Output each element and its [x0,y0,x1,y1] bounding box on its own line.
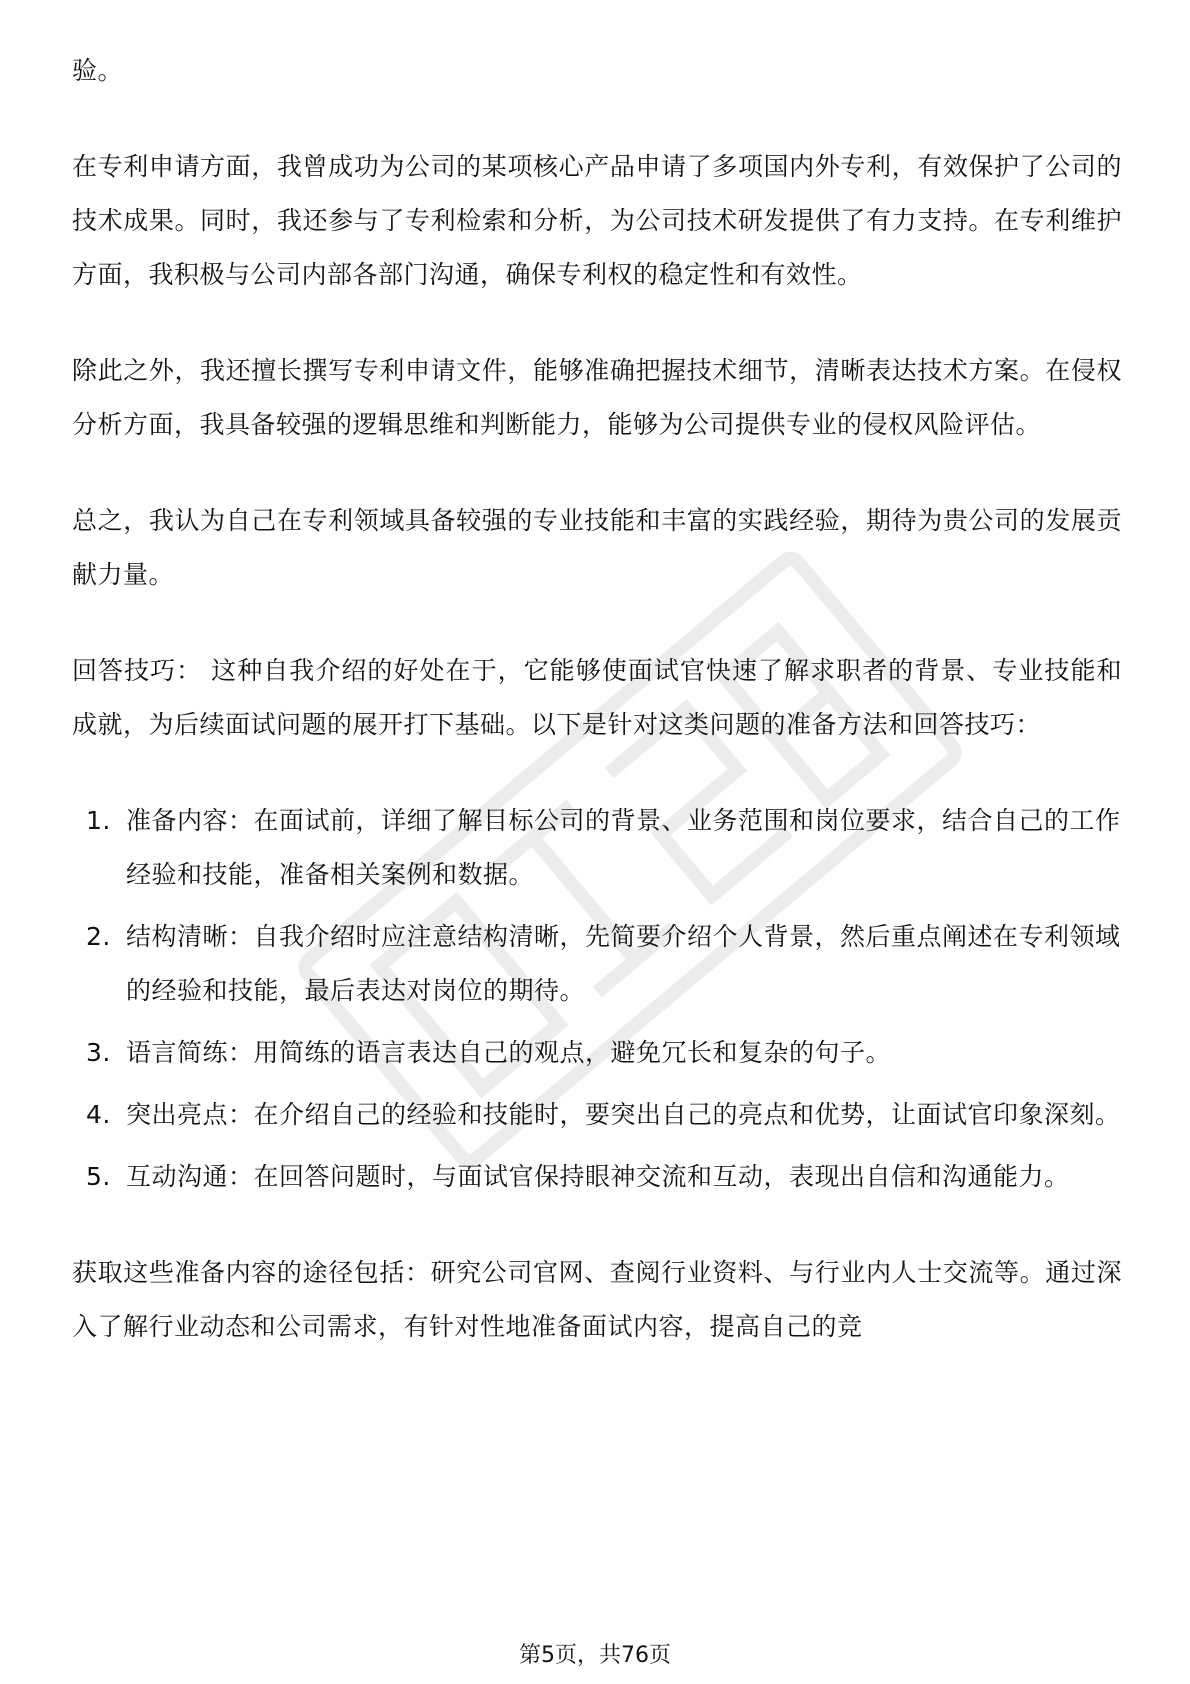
intro-fragment: 验。 [72,56,124,85]
list-item [72,794,1122,902]
list-item [72,1150,1122,1204]
list-item-number: 2. [86,922,111,951]
list-item-number: 3. [86,1038,111,1067]
list-item-number: 5. [86,1162,111,1191]
list-item-text: 准备内容：在面试前，详细了解目标公司的背景、业务范围和岗位要求，结合自己的工作经验和技能，准备相关案例和数据。 [126,806,1121,889]
tips-list [72,794,1122,1204]
paragraph-closing: 获取这些准备内容的途径包括：研究公司官网、查阅行业资料、与行业内人士交流等。通过深入了解行业动态和公司需求，有针对性地准备面试内容，提高自己的竞 [72,1258,1122,1341]
list-item-text: 互动沟通：在回答问题时，与面试官保持眼神交流和互动，表现出自信和沟通能力。 [126,1162,1070,1191]
page-number: 第5页，共76页 [519,1643,671,1668]
list-item-text: 突出亮点：在介绍自己的经验和技能时，要突出自己的亮点和优势，让面试官印象深刻。 [126,1100,1121,1129]
paragraph-patent-application: 在专利申请方面，我曾成功为公司的某项核心产品申请了多项国内外专利，有效保护了公司的技术成果。同时，我还参与了专利检索和分析，为公司技术研发提供了有力支持。在专利维护方面，我积极与公司内部各部门沟通，确保专利权的稳定性和有效性。 [72,152,1122,289]
list-item-text: 语言简练：用简练的语言表达自己的观点，避免冗长和复杂的句子。 [126,1038,892,1067]
list-item [72,1026,1122,1080]
paragraph-answer-tips: 回答技巧： 这种自我介绍的好处在于，它能够使面试官快速了解求职者的背景、专业技能和成就，为后续面试问题的展开打下基础。以下是针对这类问题的准备方法和回答技巧： [72,656,1122,739]
paragraph-summary: 总之，我认为自己在专利领域具备较强的专业技能和丰富的实践经验，期待为贵公司的发展贡献力量。 [72,506,1122,589]
list-item-text: 结构清晰：自我介绍时应注意结构清晰，先简要介绍个人背景，然后重点阐述在专利领域的经验和技能，最后表达对岗位的期待。 [126,922,1121,1005]
list-item-number: 1. [86,806,111,835]
list-item [72,910,1122,1018]
document-body [72,44,1122,1396]
list-item-number: 4. [86,1100,111,1129]
list-item [72,1088,1122,1142]
paragraph-skills: 除此之外，我还擅长撰写专利申请文件，能够准确把握技术细节，清晰表达技术方案。在侵权分析方面，我具备较强的逻辑思维和判断能力，能够为公司提供专业的侵权风险评估。 [72,356,1122,439]
